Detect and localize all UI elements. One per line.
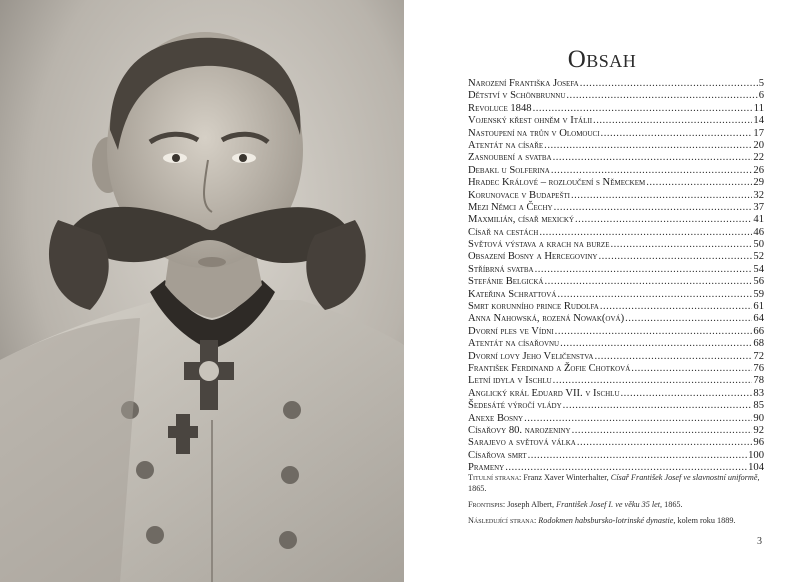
- toc-leader-dots: [601, 128, 753, 140]
- toc-leader-dots: [621, 388, 753, 400]
- toc-entry: [468, 413, 764, 425]
- toc-entry: [468, 251, 764, 263]
- toc-entry-title: Maxmilián, císař mexický: [468, 214, 575, 226]
- toc-entry-title: Obsazení Bosny a Hercegoviny: [468, 251, 598, 263]
- toc-leader-dots: [560, 338, 752, 350]
- toc-entry-title: Letní idyla v Ischlu: [468, 375, 552, 387]
- toc-entry-title: Světová výstava a krach na burze: [468, 239, 610, 251]
- toc-entry-title: Sarajevo a světová válka: [468, 437, 576, 449]
- toc-leader-dots: [557, 289, 752, 301]
- toc-entry: [468, 90, 764, 102]
- toc-entry: [468, 214, 764, 226]
- table-of-contents-page: [404, 0, 800, 582]
- toc-entry-page: 66: [753, 325, 764, 337]
- toc-entry-page: 6: [758, 90, 764, 102]
- toc-entry-title: Dvorní lovy Jeho Veličenstva: [468, 350, 594, 362]
- toc-entry-page: 5: [758, 78, 764, 89]
- toc-entry: [468, 152, 764, 164]
- toc-leader-dots: [610, 239, 752, 251]
- toc-entry-title: Císařova smrt: [468, 449, 527, 461]
- toc-entry: [468, 190, 764, 202]
- toc-entry: [468, 103, 764, 115]
- toc-entry-title: Anexe Bosny: [468, 412, 524, 424]
- toc-entry-title: Císař na cestách: [468, 226, 539, 238]
- toc-entry-page: 83: [753, 387, 764, 399]
- toc-entry-title: Korunovace v Budapešti: [468, 189, 570, 201]
- toc-entry-title: Stefánie Belgická: [468, 276, 544, 288]
- toc-entry-page: 54: [753, 263, 764, 275]
- toc-entry-title: Narození Františka Josefa: [468, 78, 579, 89]
- toc-leader-dots: [593, 115, 752, 127]
- credit-frontispiece: Frontispis: Joseph Albert, František Josef I. ve věku 35 let, 1865.: [468, 500, 683, 509]
- toc-entry-page: 41: [753, 214, 764, 226]
- toc-entry-page: 52: [753, 251, 764, 263]
- toc-entry: [468, 450, 764, 462]
- credit-next-page: Následující strana: Rodokmen habsbursko-lotrinské dynastie, kolem roku 1889.: [468, 516, 736, 525]
- toc-entry-title: Císařovy 80. narozeniny: [468, 424, 571, 436]
- toc-entry-title: Atentát na císaře: [468, 139, 544, 151]
- toc-entry: [468, 128, 764, 140]
- toc-entry: [468, 78, 764, 90]
- toc-entry-title: Hradec Králové – rozloučení s Německem: [468, 177, 646, 189]
- toc-entry-page: 78: [753, 375, 764, 387]
- toc-entry-page: 29: [753, 177, 764, 189]
- toc-entry: [468, 400, 764, 412]
- toc-entry-page: 90: [753, 412, 764, 424]
- toc-entry: [468, 326, 764, 338]
- toc-entry-page: 46: [753, 226, 764, 238]
- toc-leader-dots: [535, 264, 753, 276]
- toc-entry-page: 14: [753, 115, 764, 127]
- toc-entry-title: Atentát na císařovnu: [468, 338, 560, 350]
- toc-leader-dots: [631, 363, 752, 375]
- toc-entry-page: 32: [753, 189, 764, 201]
- toc-entry: [468, 239, 764, 251]
- toc-leader-dots: [598, 251, 752, 263]
- toc-leader-dots: [594, 351, 752, 363]
- toc-entry: [468, 165, 764, 177]
- toc-entry: [468, 140, 764, 152]
- toc-entry-page: 104: [748, 462, 764, 474]
- toc-entry: [468, 177, 764, 189]
- toc-entry-title: Anglický král Eduard VII. v Ischlu: [468, 387, 620, 399]
- toc-entry-page: 50: [753, 239, 764, 251]
- toc-entry: [468, 363, 764, 375]
- toc-entry: [468, 276, 764, 288]
- toc-leader-dots: [544, 140, 752, 152]
- toc-leader-dots: [563, 400, 753, 412]
- toc-entry-title: Mezi Němci a Čechy: [468, 201, 553, 213]
- toc-leader-dots: [572, 425, 753, 437]
- toc-entry-page: 11: [753, 102, 764, 114]
- toc-entry-page: 37: [753, 201, 764, 213]
- toc-entry-title: František Ferdinand a Žofie Chotková: [468, 362, 631, 374]
- toc-entry-page: 22: [753, 152, 764, 164]
- toc-leader-dots: [577, 437, 753, 449]
- toc-heading: Obsah: [567, 46, 637, 73]
- toc-entry: [468, 264, 764, 276]
- toc-entry-title: Šedesáté výročí vlády: [468, 400, 562, 412]
- toc-entry-page: 100: [748, 449, 764, 461]
- toc-entry-title: Vojenský křest ohněm v Itálii: [468, 115, 593, 127]
- toc-leader-dots: [566, 90, 757, 102]
- toc-entry: [468, 425, 764, 437]
- toc-entry-page: 17: [753, 127, 764, 139]
- toc-leader-dots: [554, 202, 753, 214]
- toc-entry-page: 76: [753, 362, 764, 374]
- toc-list: [468, 78, 764, 475]
- toc-entry: [468, 375, 764, 387]
- toc-leader-dots: [553, 152, 753, 164]
- toc-entry-page: 92: [753, 424, 764, 436]
- toc-entry: [468, 313, 764, 325]
- toc-leader-dots: [533, 103, 753, 115]
- toc-entry-page: 59: [753, 288, 764, 300]
- toc-entry-title: Prameny: [468, 462, 505, 474]
- toc-entry-title: Debakl u Solferina: [468, 164, 550, 176]
- toc-leader-dots: [555, 326, 753, 338]
- toc-entry-page: 26: [753, 164, 764, 176]
- toc-leader-dots: [571, 190, 752, 202]
- image-credits: [468, 472, 764, 531]
- toc-entry: [468, 202, 764, 214]
- toc-leader-dots: [575, 214, 752, 226]
- toc-entry-page: 85: [753, 400, 764, 412]
- toc-leader-dots: [646, 177, 752, 189]
- toc-entry-page: 64: [753, 313, 764, 325]
- toc-entry-title: Dětství v Schönbrunnu: [468, 90, 566, 102]
- toc-entry-page: 96: [753, 437, 764, 449]
- toc-entry-title: Nastoupení na trůn v Olomouci: [468, 127, 600, 139]
- toc-entry: [468, 388, 764, 400]
- toc-entry-title: Zasnoubení a svatba: [468, 152, 552, 164]
- toc-leader-dots: [580, 78, 758, 90]
- toc-leader-dots: [539, 227, 752, 239]
- credit-cover: Titulní strana: Franz Xaver Winterhalter, Císař František Josef ve slavnostní uniformě, 1865.: [468, 473, 760, 493]
- toc-entry: [468, 115, 764, 127]
- toc-leader-dots: [528, 450, 748, 462]
- toc-entry: [468, 289, 764, 301]
- toc-entry-title: Smrt korunního prince Rudolfa: [468, 301, 599, 313]
- toc-leader-dots: [524, 413, 752, 425]
- toc-entry-title: Anna Nahowská, rozená Nowak(ová): [468, 313, 625, 325]
- toc-entry-title: Kateřina Schrattová: [468, 288, 557, 300]
- toc-entry-title: Dvorní ples ve Vídni: [468, 325, 554, 337]
- toc-entry-title: Stříbrná svatba: [468, 263, 534, 275]
- toc-entry: [468, 338, 764, 350]
- toc-entry-page: 72: [753, 350, 764, 362]
- toc-leader-dots: [625, 313, 752, 325]
- toc-leader-dots: [553, 375, 753, 387]
- toc-leader-dots: [551, 165, 753, 177]
- toc-entry-page: 56: [753, 276, 764, 288]
- toc-entry: [468, 301, 764, 313]
- toc-leader-dots: [600, 301, 753, 313]
- toc-entry-title: Revoluce 1848: [468, 102, 532, 114]
- toc-entry: [468, 437, 764, 449]
- toc-leader-dots: [545, 276, 753, 288]
- toc-entry-page: 20: [753, 139, 764, 151]
- toc-entry-page: 68: [753, 338, 764, 350]
- toc-entry: [468, 227, 764, 239]
- toc-entry-page: 61: [753, 301, 764, 313]
- page-number: 3: [757, 536, 762, 547]
- toc-entry: [468, 351, 764, 363]
